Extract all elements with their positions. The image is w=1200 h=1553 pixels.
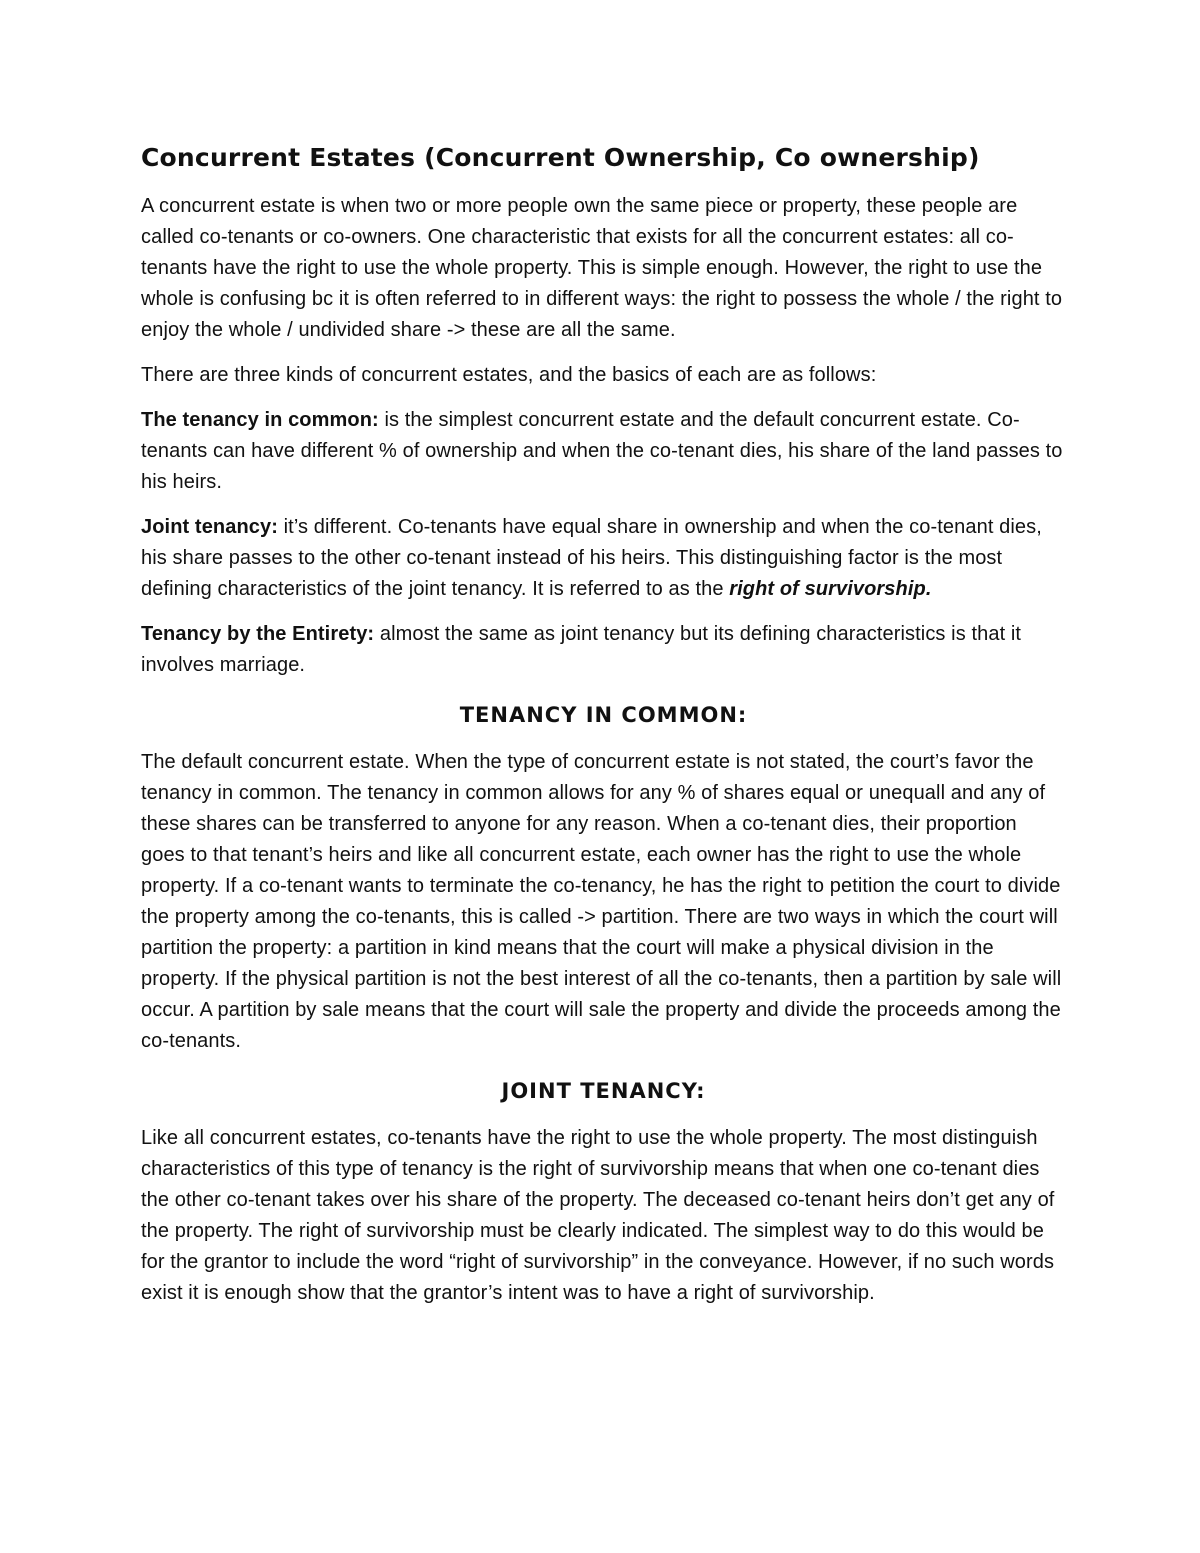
document-title: Concurrent Estates (Concurrent Ownership, Co ownership) [141,143,980,172]
section-body-joint-tenancy: Like all concurrent estates, co-tenants have the right to use the whole property. The most distinguish characteristics of this type of tenancy is the right of survivorship means that when one co-tenant dies the other co-tenant takes over his share of the property. The deceased co-tenant heirs don’t get any of the property. The right of survivorship must be clearly indicated. The simplest way to do this would be for the grantor to include the word “right of survivorship” in the conveyance. However, if no such words exist it is enough show that the grantor’s intent was to have a right of survivorship. [141,1127,1055,1304]
term-tenancy-by-entirety: Tenancy by the Entirety: [141,623,375,645]
section-heading-tenancy-in-common: TENANCY IN COMMON: [459,703,748,727]
kind-joint-tenancy-text: it’s different. Co-tenants have equal share in ownership and when the co-tenant dies, his share passes to the other co-tenant instead of his heirs. This distinguishing factor is the most defining characteristics of the joint tenancy. It is referred to as the [141,516,1042,600]
term-joint-tenancy: Joint tenancy: [141,516,278,538]
section-heading-joint-tenancy: JOINT TENANCY: [501,1079,706,1103]
section-body-tenancy-in-common: The default concurrent estate. When the type of concurrent estate is not stated, the court’s favor the tenancy in common. The tenancy in common allows for any % of shares equal or unequall and any of these shares can be transferred to anyone for any reason. When a co-tenant dies, their proportion goes to that tenant’s heirs and like all concurrent estate, each owner has the right to use the whole property. If a co-tenant wants to terminate the co-tenancy, he has the right to petition the court to divide the property among the co-tenants, this is called -> partition. There are two ways in which the court will partition the property: a partition in kind means that the court will make a physical division in the property. If the physical partition is not the best interest of all the co-tenants, then a partition by sale will occur. A partition by sale means that the court will sale the property and divide the proceeds among the co-tenants. [141,751,1062,1052]
intro-paragraph: A concurrent estate is when two or more people own the same piece or property, these people are called co-tenants or co-owners. One characteristic that exists for all the concurrent estates: all co-tenants have the right to use the whole property. This is simple enough. However, the right to use the whole is confusing bc it is often referred to in different ways: the right to possess the whole / the right to enjoy the whole / undivided share -> these are all the same. [141,195,1063,341]
document-page [141,138,1066,1323]
right-of-survivorship-emphasis: right of survivorship. [729,578,932,600]
kind-tenancy-in-common-paragraph [141,405,1066,498]
kind-tenancy-by-entirety-paragraph [141,619,1066,681]
kind-tenancy-in-common-text: is the simplest concurrent estate and the default concurrent estate. Co-tenants can have different % of ownership and when the co-tenant dies, his share of the land passes to his heirs. [141,409,1063,493]
kind-tenancy-by-entirety-text: almost the same as joint tenancy but its defining characteristics is that it involves marriage. [141,623,1022,676]
term-tenancy-in-common: The tenancy in common: [141,409,379,431]
kinds-intro-paragraph: There are three kinds of concurrent estates, and the basics of each are as follows: [141,364,877,386]
kind-joint-tenancy-paragraph [141,512,1066,605]
